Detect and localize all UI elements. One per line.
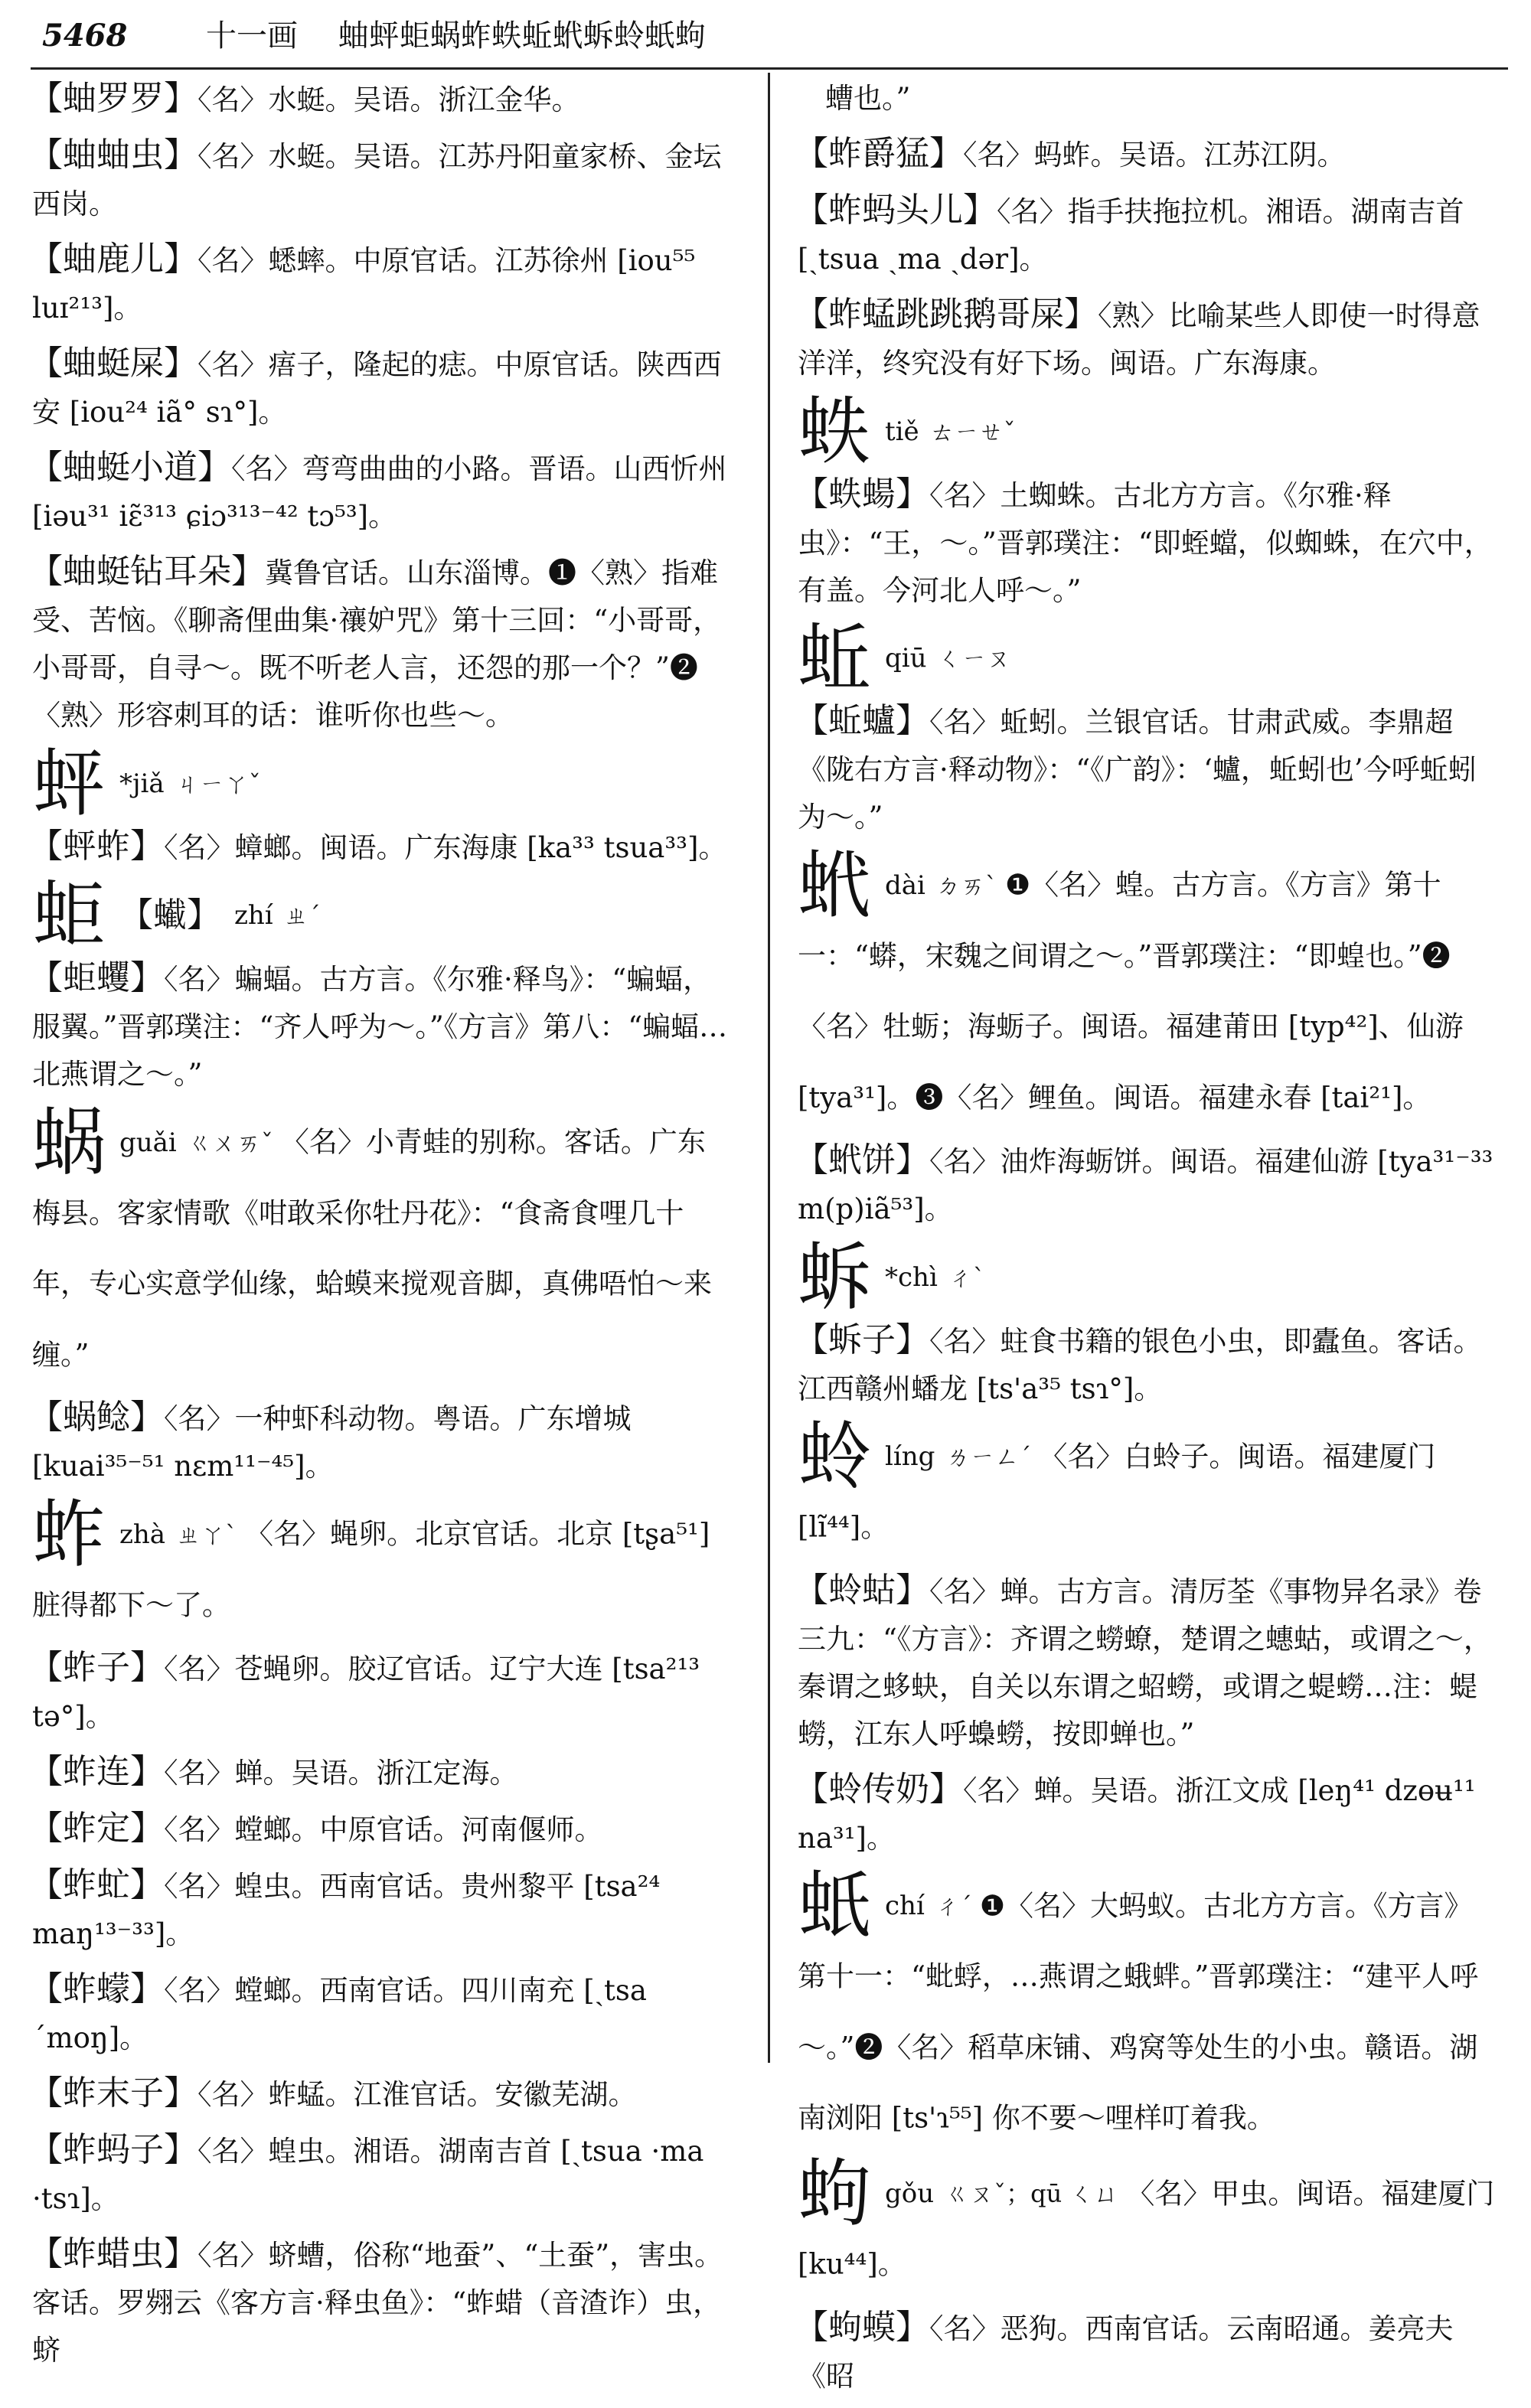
dictionary-entry bbox=[29, 236, 733, 332]
zhuyin: ㄑㄧㄡ bbox=[937, 644, 1011, 673]
zhuyin: ㄍㄨㄞˇ bbox=[187, 1127, 273, 1157]
dictionary-entry bbox=[29, 548, 733, 739]
section-label: 十一画 bbox=[206, 18, 299, 54]
pinyin: qiū bbox=[885, 643, 927, 674]
entry-headword: 【蛉传奶】 bbox=[795, 1769, 963, 1809]
dictionary-entry bbox=[795, 1137, 1498, 1233]
head-character: 蚲 bbox=[32, 740, 106, 827]
entry-headword: 【蚯蠦】 bbox=[795, 701, 929, 740]
entry-definition: 冀鲁官话。山东淄博。❶〈熟〉指难受、苦恼。《聊斋俚曲集·禳妒咒》第十三回：“小哥哥，小哥哥，自寻～。既不听老人言，还怨的那一个？”❷〈熟〉形容刺耳的话：谁听你也些～。 bbox=[32, 556, 722, 732]
head-character: 蜗 bbox=[32, 1099, 106, 1186]
pinyin: tiě bbox=[885, 416, 919, 447]
dictionary-entry bbox=[29, 444, 733, 540]
dictionary-entry bbox=[29, 1394, 733, 1490]
character-heading bbox=[32, 873, 733, 958]
pinyin: *chì bbox=[885, 1261, 938, 1293]
entry-headword: 【蚱末子】 bbox=[29, 2074, 197, 2113]
entry-headword: 【蚮饼】 bbox=[795, 1140, 929, 1180]
character-heading bbox=[32, 1099, 733, 1389]
dictionary-entry bbox=[29, 954, 733, 1098]
pinyin: zhà bbox=[119, 1519, 166, 1550]
entry-definition: 〈名〉蝉。吴语。浙江定海。 bbox=[164, 1757, 518, 1790]
entry-headword: 【蜗鲶】 bbox=[29, 1398, 164, 1437]
entry-headword: 【蚲蚱】 bbox=[29, 826, 164, 866]
dictionary-entry bbox=[29, 1966, 733, 2062]
entry-headword: 【蚱定】 bbox=[29, 1809, 164, 1848]
head-definition: 〈名〉白蛉子。闽语。福建厦门 [lĩ⁴⁴]。 bbox=[798, 1440, 1436, 1544]
entry-definition: 〈名〉油炸海蛎饼。闽语。福建仙游 [tya³¹⁻³³ m(p)iã⁵³]。 bbox=[798, 1145, 1493, 1225]
dictionary-entry bbox=[795, 1766, 1498, 1862]
header-rule bbox=[31, 67, 1508, 70]
entry-headword: 【蚰蜓屎】 bbox=[29, 344, 197, 383]
entry-headword: 【蚱连】 bbox=[29, 1752, 164, 1791]
entry-headword: 【蛉蛄】 bbox=[795, 1570, 929, 1610]
entry-headword: 【蚱蠓】 bbox=[29, 1969, 164, 2008]
entry-continuation: 螬也。” bbox=[825, 82, 911, 115]
entry-definition: 〈名〉蝉。吴语。浙江文成 [leŋ⁴¹ dzɵʉ¹¹ na³¹]。 bbox=[798, 1773, 1476, 1855]
dictionary-entry bbox=[795, 471, 1498, 615]
entry-headword: 【蚱子】 bbox=[29, 1648, 164, 1687]
entry-headword: 【蚰蜓钻耳朵】 bbox=[29, 552, 265, 591]
dictionary-entry bbox=[29, 340, 733, 436]
entry-definition: 〈名〉螳螂。中原官话。河南偃师。 bbox=[164, 1813, 603, 1846]
character-heading bbox=[798, 1234, 1498, 1320]
entry-definition: 〈名〉指手扶拖拉机。湘语。湖南吉首 [ˏtsua ˏma ˏdər]。 bbox=[798, 195, 1464, 276]
entry-definition: 〈名〉蟑螂。闽语。广东海康 [ka³³ tsua³³]。 bbox=[164, 830, 727, 864]
entry-headword: 【蚱蜢跳跳鹅哥屎】 bbox=[795, 295, 1098, 334]
entry-definition: 〈名〉蛴螬，俗称“地蚕”、“土蚕”，害虫。客话。罗翙云《客方言·释虫鱼》：“蚱蜡（音渣诈）虫，蛴 bbox=[32, 2239, 723, 2367]
entry-definition: 〈名〉恶狗。西南官话。云南昭通。姜亮夫《昭 bbox=[798, 2312, 1454, 2393]
character-heading bbox=[798, 615, 1498, 701]
zhuyin: ㄉㄞˋ bbox=[935, 870, 997, 900]
dictionary-entry bbox=[29, 1861, 733, 1958]
entry-definition: 〈名〉蟋蟀。中原官话。江苏徐州 [iou⁵⁵ luɪ²¹³]。 bbox=[32, 244, 696, 325]
entry-definition: 〈名〉痦子，隆起的痣。中原官话。陕西西安 [iou²⁴ iã° sɿ°]。 bbox=[32, 348, 722, 429]
entry-definition: 〈名〉水蜓。吴语。江苏丹阳童家桥、金坛西岗。 bbox=[32, 140, 722, 220]
dictionary-entry bbox=[29, 1805, 733, 1854]
zhuyin: ㄔˊ bbox=[935, 1891, 972, 1920]
entry-headword: 【蚱爵猛】 bbox=[795, 134, 963, 173]
character-heading bbox=[798, 842, 1498, 1132]
head-character: 蚯 bbox=[798, 615, 871, 701]
entry-headword: 【蚰蚰虫】 bbox=[29, 135, 197, 175]
entry-definition: 〈名〉苍蝇卵。胶辽官话。辽宁大连 [tsa²¹³ tə°]。 bbox=[32, 1653, 700, 1733]
head-definition: ❶〈名〉蝗。古方言。《方言》第十一：“蟒，宋魏之间谓之～。”晋郭璞注：“即蝗也。”❷〈名〉牡蛎；海蛎子。闽语。福建莆田 [typ⁴²]、仙游 [tya³¹]。❸〈名〉鲤鱼。闽语。福建永春 [tai²¹]。 bbox=[798, 868, 1464, 1114]
zhuyin: ㄌㄧㄥˊ bbox=[945, 1442, 1032, 1471]
pinyin: líng bbox=[885, 1441, 935, 1472]
entry-definition: 〈名〉蚯蚓。兰银官话。甘肃武威。李鼎超《陇右方言·释动物》：“《广韵》：‘蠦，蚯蚓也’今呼蚯蚓为～。” bbox=[798, 706, 1477, 834]
zhuyin: ㄓㄚˋ bbox=[176, 1519, 238, 1549]
pinyin: *jiǎ bbox=[119, 768, 165, 799]
head-definition: 〈名〉小青蛙的别称。客话。广东梅县。客家情歌《咁敢采你牡丹花》：“食斋食哩几十年，专心实意学仙缘，蛤蟆来搅观音脚，真佛唔怕～来缠。” bbox=[32, 1125, 712, 1371]
pinyin: guǎi bbox=[119, 1127, 177, 1158]
dictionary-entry bbox=[29, 1644, 733, 1741]
header-chars: 蚰蚲蚷蜗蚱蛈蚯蚮蚸蛉蚔蚼 bbox=[338, 18, 706, 54]
head-character: 蚔 bbox=[798, 1863, 871, 1949]
entry-definition: 〈熟〉比喻某些人即使一时得意洋洋，终究没有好下场。闽语。广东海康。 bbox=[798, 299, 1480, 380]
character-heading bbox=[798, 1414, 1498, 1562]
entry-definition: 〈名〉蝙蝠。古方言。《尔雅·释鸟》：“蝙蝠，服翼。”晋郭璞注：“齐人呼为～。”《方言》第八：“蝙蝠…北燕谓之～。” bbox=[32, 963, 728, 1091]
character-heading bbox=[798, 2151, 1498, 2299]
zhuyin: ㄊㄧㄝˇ bbox=[929, 416, 1016, 446]
dictionary-entry bbox=[29, 2126, 733, 2223]
entry-definition: 〈名〉蝗虫。湘语。湖南吉首 [ˏtsua ·ma ·tsɿ]。 bbox=[32, 2135, 704, 2215]
entry-definition: 〈名〉蚱蜢。江淮官话。安徽芜湖。 bbox=[197, 2078, 637, 2111]
dictionary-entry bbox=[29, 2070, 733, 2119]
pinyin: zhí bbox=[234, 900, 273, 931]
head-character: 蛈 bbox=[798, 388, 871, 475]
character-heading bbox=[798, 1863, 1498, 2153]
dictionary-entry bbox=[795, 697, 1498, 841]
left-column bbox=[29, 75, 733, 2382]
dictionary-entry bbox=[795, 2304, 1498, 2400]
dictionary-entry bbox=[795, 130, 1498, 179]
dictionary-entry bbox=[795, 1317, 1498, 1413]
head-definition: 〈名〉蝇卵。北京官话。北京 [tʂa⁵¹] 脏得都下～了。 bbox=[32, 1517, 710, 1621]
right-column bbox=[795, 75, 1498, 2408]
dictionary-entry bbox=[795, 1567, 1498, 1758]
head-definition: 〈名〉甲虫。闽语。福建厦门 [ku⁴⁴]。 bbox=[798, 2177, 1495, 2281]
head-character: 蛉 bbox=[798, 1414, 871, 1499]
dictionary-entry bbox=[29, 823, 733, 872]
head-character: 蚱 bbox=[32, 1491, 106, 1578]
variant-character: 【蠘】 bbox=[119, 896, 220, 935]
dictionary-entry bbox=[795, 291, 1498, 387]
head-definition: ❶〈名〉大蚂蚁。古北方方言。《方言》第十一：“蚍蜉，…燕谓之蛾蝆。”晋郭璞注：“建平人呼～。”❷〈名〉稻草床铺、鸡窝等处生的小虫。赣语。湖南浏阳 [ts'ɿ⁵⁵] 你不要～哩样叮着我。 bbox=[798, 1889, 1479, 2135]
entry-headword: 【蚼蟆】 bbox=[795, 2307, 929, 2347]
character-heading bbox=[32, 1491, 733, 1640]
pinyin: chí bbox=[885, 1891, 925, 1921]
page-header bbox=[42, 9, 1497, 63]
entry-headword: 【蚰罗罗】 bbox=[29, 79, 197, 118]
character-heading bbox=[32, 740, 733, 827]
entry-definition: 〈名〉土蜘蛛。古北方方言。《尔雅·释虫》：“王，～。”晋郭璞注：“即蛭蟷，似蜘蛛，在穴中，有盖。今河北人呼～。” bbox=[798, 478, 1493, 607]
page-number: 5468 bbox=[42, 18, 128, 54]
pinyin: gǒu bbox=[885, 2178, 935, 2209]
dictionary-entry bbox=[29, 1748, 733, 1797]
entry-definition: 〈名〉一种虾科动物。粤语。广东增城 [kuai³⁵⁻⁵¹ nɛm¹¹⁻⁴⁵]。 bbox=[32, 1402, 632, 1483]
entry-headword: 【蚱蚂子】 bbox=[29, 2130, 197, 2169]
entry-definition: 〈名〉蝉。古方言。清厉荃《事物异名录》卷三九：“《方言》：齐谓之蟧蟟，楚谓之蟪蛄，或谓之～，秦谓之蛥蚗，自关以东谓之蛁蟧，或谓之蝭蟧…注：蝭蟧，江东人呼蟂蟧，按即蝉也。” bbox=[798, 1574, 1492, 1751]
head-character: 蚸 bbox=[798, 1234, 871, 1320]
character-heading bbox=[798, 388, 1498, 475]
entry-definition: 〈名〉水蜓。吴语。浙江金华。 bbox=[197, 83, 580, 116]
entry-headword: 【蚰鹿儿】 bbox=[29, 240, 197, 279]
entry-headword: 【蚱虻】 bbox=[29, 1865, 164, 1904]
entry-headword: 【蚸子】 bbox=[795, 1320, 929, 1359]
entry-definition: 〈名〉弯弯曲曲的小路。晋语。山西忻州 [iəu³¹ iɛ̃³¹³ ɕiɔ³¹³⁻⁴² tɔ⁵³]。 bbox=[32, 452, 727, 533]
zhuyin: ㄓˊ bbox=[283, 901, 321, 930]
entry-headword: 【蛈蝪】 bbox=[795, 474, 929, 514]
entry-definition: 〈名〉螳螂。西南官话。四川南充 [ˏtsa ˊmoŋ]。 bbox=[32, 1974, 647, 2054]
entry-headword: 【蚰蜓小道】 bbox=[29, 448, 231, 487]
dictionary-entry bbox=[29, 132, 733, 228]
dictionary-entry bbox=[29, 2230, 733, 2374]
head-character: 蚮 bbox=[798, 842, 871, 928]
pinyin: dài bbox=[885, 870, 925, 901]
entry-definition: 〈名〉蚂蚱。吴语。江苏江阴。 bbox=[963, 139, 1346, 171]
entry-headword: 【蚱蚂头儿】 bbox=[795, 191, 997, 230]
column-divider bbox=[768, 73, 770, 2063]
dictionary-entry bbox=[29, 75, 733, 124]
head-character: 蚼 bbox=[798, 2151, 871, 2237]
entry-headword: 【蚱蜡虫】 bbox=[29, 2234, 197, 2273]
entry-definition: 〈名〉蛀食书籍的银色小虫，即蠹鱼。客话。江西赣州蟠龙 [ts'a³⁵ tsɿ°]。 bbox=[798, 1324, 1482, 1405]
head-character: 蚷 bbox=[32, 873, 106, 958]
zhuyin: ㄔˋ bbox=[948, 1262, 985, 1292]
entry-definition: 〈名〉蝗虫。西南官话。贵州黎平 [tsa²⁴ maŋ¹³⁻³³]。 bbox=[32, 1870, 661, 1950]
zhuyin: ㄐㄧㄚˇ bbox=[175, 768, 261, 798]
dictionary-entry bbox=[795, 187, 1498, 283]
zhuyin: ㄍㄡˇ；qū ㄑㄩ bbox=[945, 2179, 1119, 2208]
entry-headword: 【蚷蠼】 bbox=[29, 958, 164, 997]
